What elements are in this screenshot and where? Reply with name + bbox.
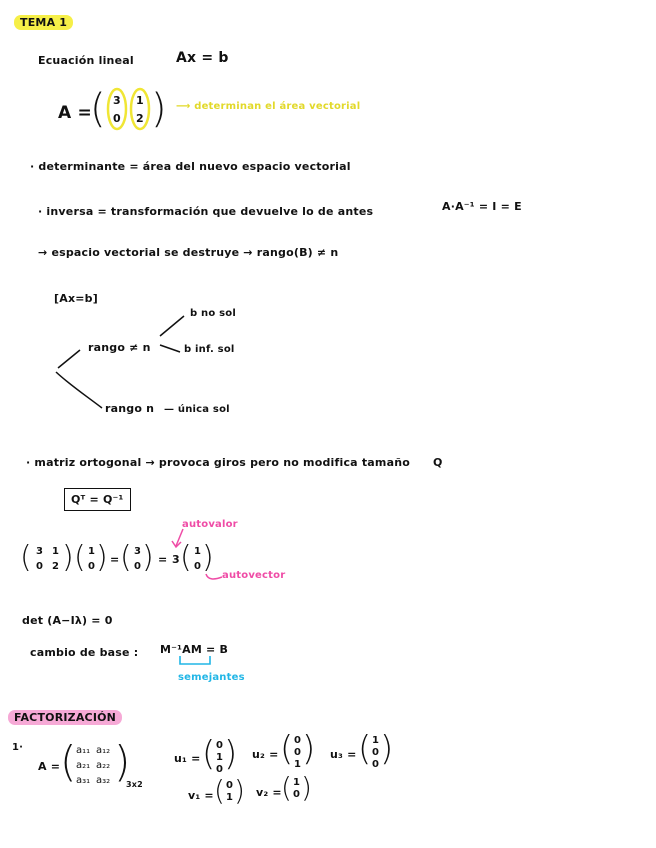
u2-c1: 0 [294,735,302,746]
eigen-paren-l2: ( [74,540,86,575]
u2-paren-r: ) [302,729,316,769]
bullet-determinante: · determinante = área del nuevo espacio vectorial [30,160,351,173]
orthogonal-text: · matriz ortogonal → provoca giros pero no modifica tamaño [26,456,410,469]
fact-paren-r: ) [114,737,131,786]
u1-paren-l: ( [202,734,216,774]
matrix-left-paren: ( [90,86,106,132]
fact-size: 3x2 [126,780,143,789]
u3-c3: 0 [372,759,380,770]
v1-paren-r: ) [234,774,245,807]
u1-paren-r: ) [224,734,238,774]
eigen-equals-2: = [158,553,168,566]
det-formula: det (A−Iλ) = 0 [22,614,113,627]
fact-paren-l: ( [60,737,77,786]
u2-c3: 1 [294,759,302,770]
eigen-v1: 1 [88,546,96,557]
v1-paren-l: ( [214,774,225,807]
linear-equation: Ax = b [176,50,229,66]
eigen-paren-r4: ) [202,540,214,575]
eigen-scalar: 3 [172,553,180,566]
bullet-espacio: → espacio vectorial se destruye → rango(B) ≠ n [38,246,339,259]
page-title: TEMA 1 [14,15,73,30]
factorizacion-title: FACTORIZACIÓN [8,710,122,725]
tree-root: [Ax=b] [54,292,98,305]
autovalor-label: autovalor [182,519,238,530]
u1-c3: 0 [216,764,224,775]
u2-label: u₂ = [252,748,279,761]
v1-c2: 1 [226,792,234,803]
eigen-paren-r3: ) [142,540,154,575]
matrix-note-text: determinan el área vectorial [194,101,361,112]
u3-c1: 1 [372,735,380,746]
matrix-a-m22: 2 [136,112,144,125]
u1-c1: 0 [216,740,224,751]
orthogonal-q: Q [433,456,443,469]
eigen-r2: 0 [134,561,142,572]
cambio-formula: M⁻¹AM = B [160,643,229,656]
bullet-inversa: · inversa = transformación que devuelve lo de antes [38,205,374,218]
u3-paren-r: ) [380,729,394,769]
eigen-v2: 0 [88,561,96,572]
u3-c2: 0 [372,747,380,758]
v1-c1: 0 [226,780,234,791]
eigen-paren-l1: ( [20,540,32,575]
matrix-a-m12: 1 [136,94,144,107]
matrix-a-m21: 0 [113,112,121,125]
eigen-m21: 0 [36,561,44,572]
inverse-formula: A·A⁻¹ = I = E [442,200,522,213]
u2-c2: 0 [294,747,302,758]
eigen-paren-r2: ) [96,540,108,575]
eigen-paren-l3: ( [120,540,132,575]
v2-c2: 0 [293,789,301,800]
fact-a21: a₂₁ [76,760,91,771]
factorizacion-a-lhs: A = [38,760,61,773]
tree-rango-n: rango n [105,402,155,415]
tree-unica-sol: — única sol [164,404,230,415]
factorizacion-index: 1· [12,742,24,753]
matrix-note: ⟶ determinan el área vectorial [176,101,361,112]
eigen-s2: 0 [194,561,202,572]
cambio-label: cambio de base : [30,646,139,659]
eigen-m22: 2 [52,561,60,572]
eigen-m12: 1 [52,546,60,557]
eigen-r1: 3 [134,546,142,557]
v2-paren-r: ) [301,771,312,804]
autovector-label: autovector [222,570,286,581]
u3-label: u₃ = [330,748,357,761]
orthogonal-box: Qᵀ = Q⁻¹ [64,488,131,511]
u2-paren-l: ( [280,729,294,769]
matrix-a-m11: 3 [113,94,121,107]
matrix-right-paren: ) [151,86,167,132]
tree-b-no-sol: b no sol [190,308,236,319]
u3-paren-l: ( [358,729,372,769]
v1-label: v₁ = [188,789,214,802]
v2-label: v₂ = [256,786,282,799]
semejantes-label: semejantes [178,672,245,683]
u1-c2: 1 [216,752,224,763]
v2-paren-l: ( [281,771,292,804]
eigen-s1: 1 [194,546,202,557]
eigen-equals-1: = [110,553,120,566]
tree-unica-sol-text: única sol [177,404,230,415]
matrix-a-lhs: A = [58,103,92,123]
eigen-m11: 3 [36,546,44,557]
fact-a31: a₃₁ [76,775,91,786]
tree-b-inf-sol: b inf. sol [184,344,235,355]
u1-label: u₁ = [174,752,201,765]
fact-a32: a₃₂ [96,775,111,786]
eigen-paren-l4: ( [180,540,192,575]
fact-a11: a₁₁ [76,745,91,756]
tree-rango-ne: rango ≠ n [88,341,151,354]
fact-a12: a₁₂ [96,745,111,756]
fact-a22: a₂₂ [96,760,111,771]
linear-equation-label: Ecuación lineal [38,54,134,67]
v2-c1: 1 [293,777,301,788]
eigen-paren-r1: ) [62,540,74,575]
